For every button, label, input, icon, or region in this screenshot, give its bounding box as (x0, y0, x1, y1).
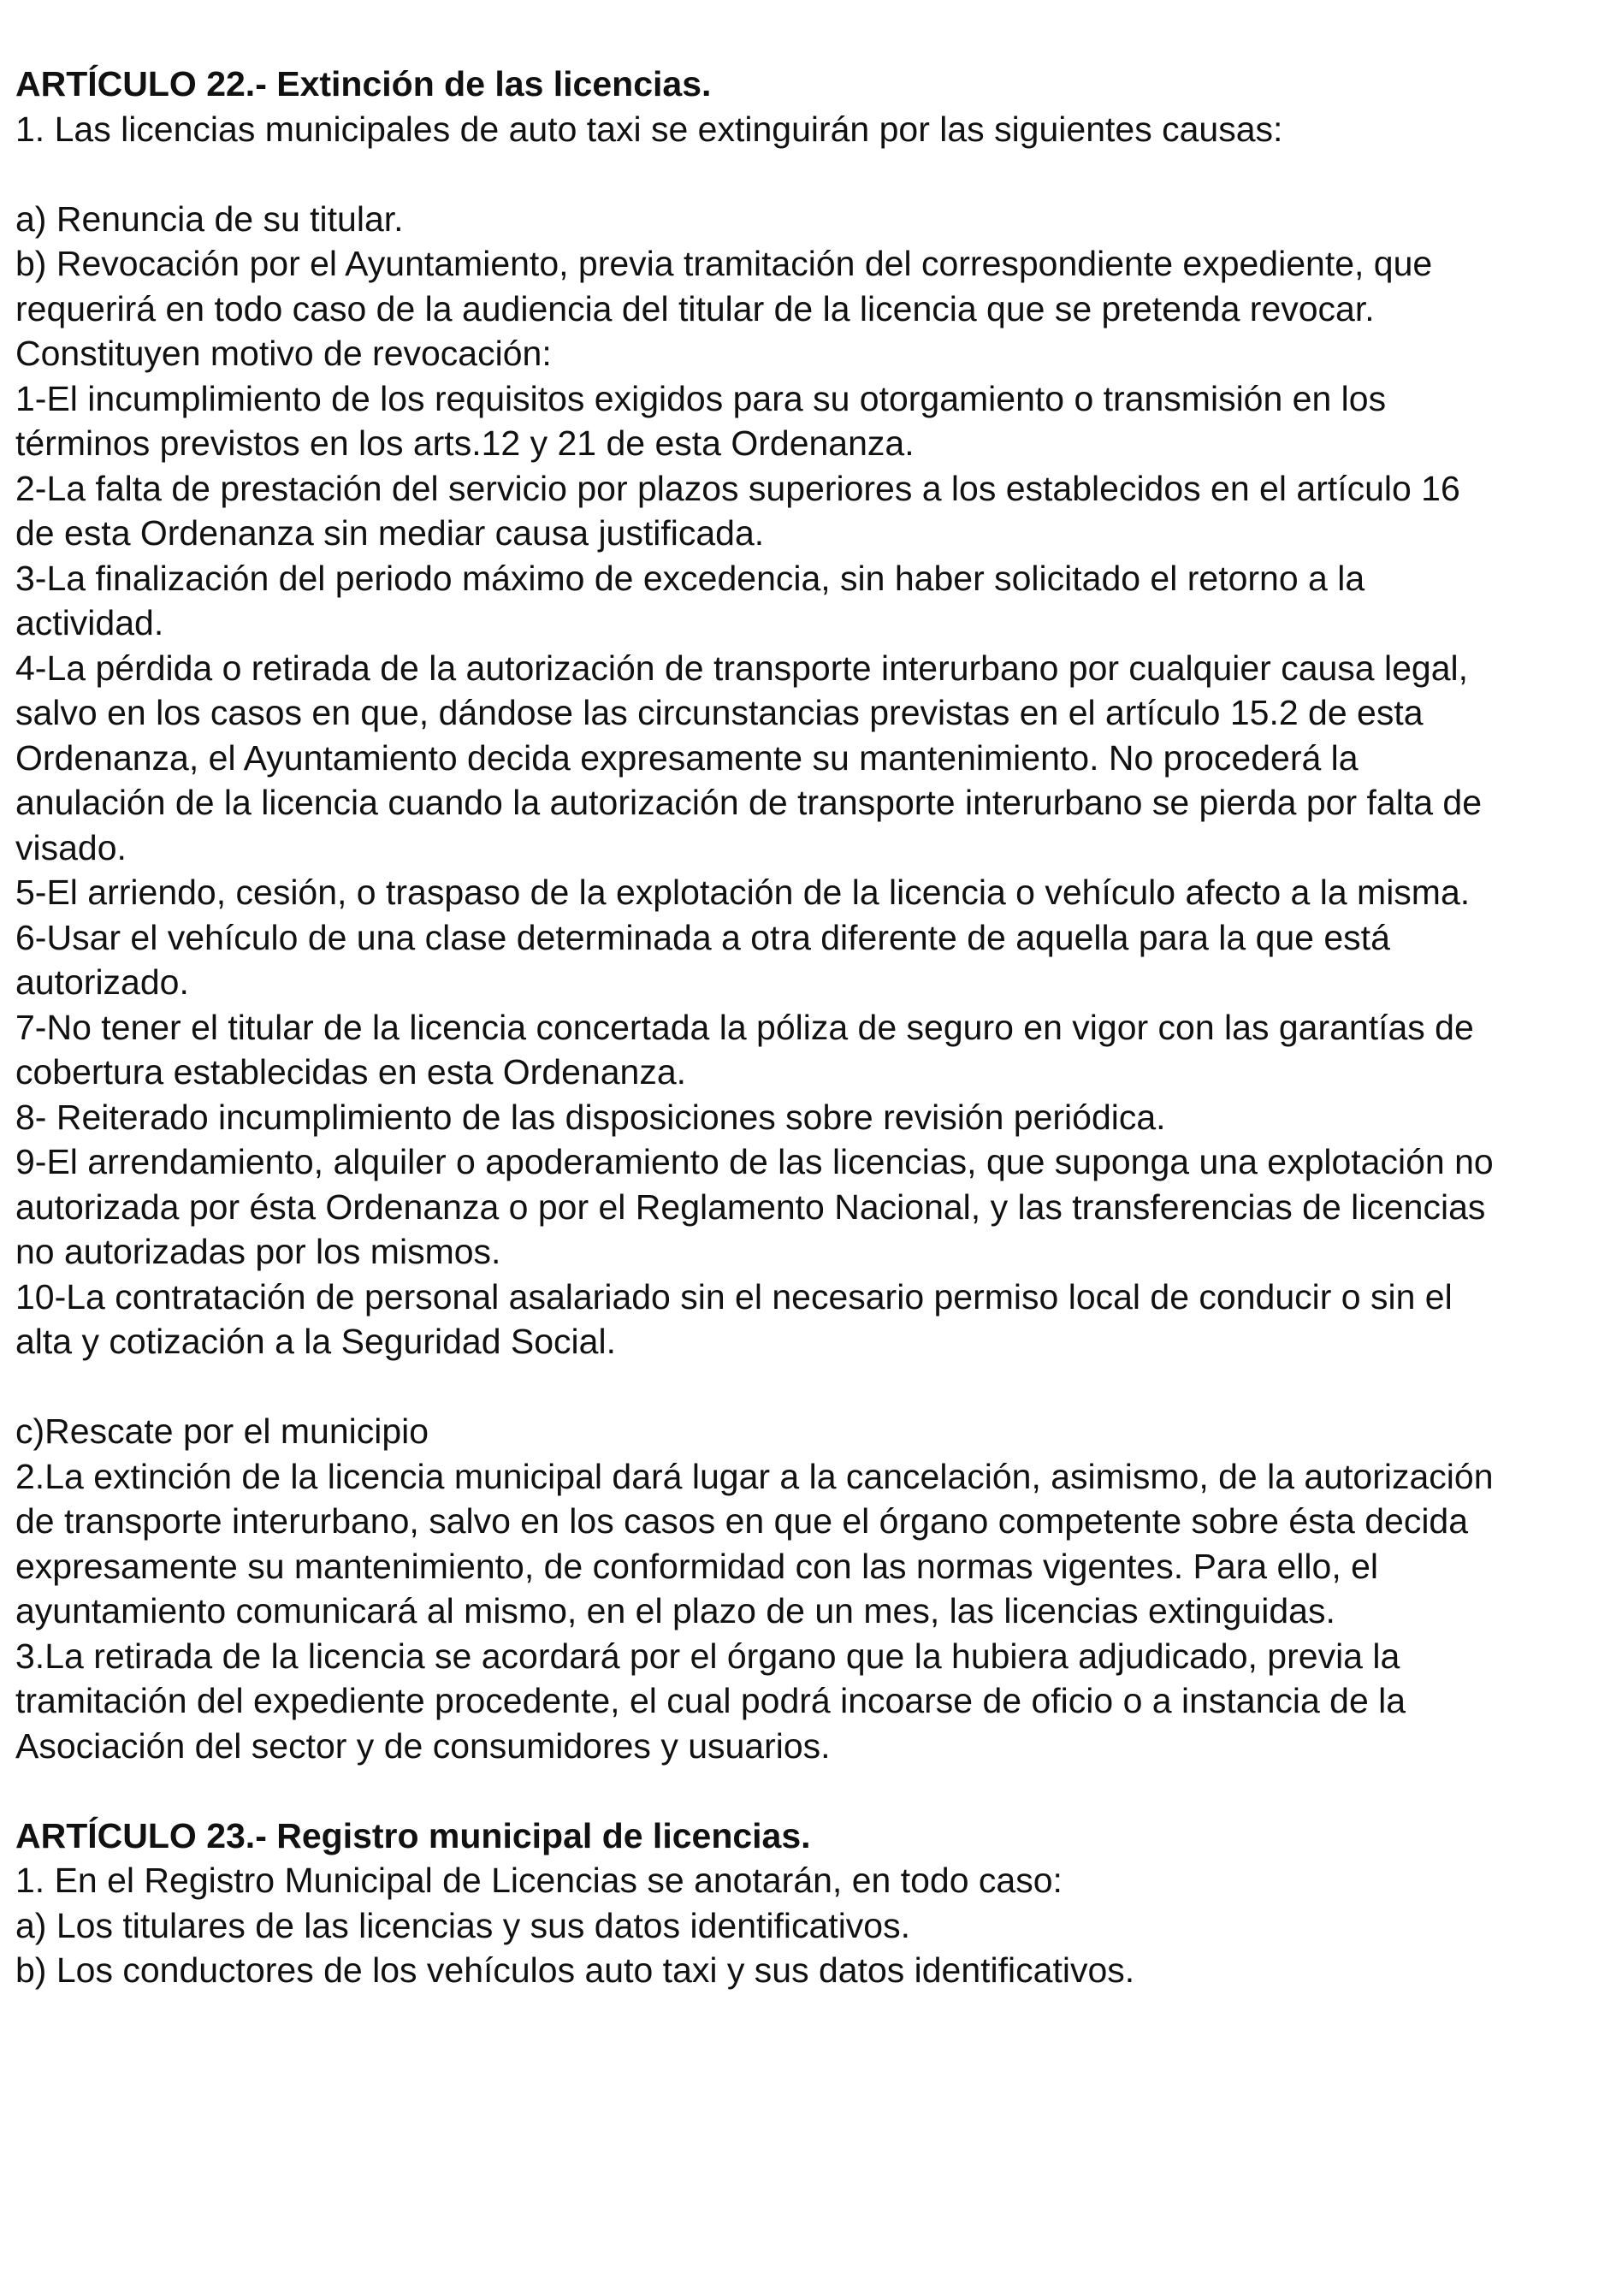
spacer (15, 151, 1608, 197)
revocation-item-2: 2-La falta de prestación del servicio por plazos superiores a los establecidos en el artículo 16 (15, 468, 1460, 508)
paragraph-3-line: 3.La retirada de la licencia se acordará por el órgano que la hubiera adjudicado, previa la (15, 1636, 1400, 1676)
revocation-item-7: 7-No tener el titular de la licencia concertada la póliza de seguro en vigor con las garantías de (15, 1007, 1474, 1047)
revocation-item-6: autorizado. (15, 962, 189, 1002)
paragraph-2-line: expresamente su mantenimiento, de conformidad con las normas vigentes. Para ello, el (15, 1546, 1379, 1586)
revocation-item-4: visado. (15, 827, 127, 867)
revocation-item-4: anulación de la licencia cuando la autorización de transporte interurbano se pierda por falta de (15, 783, 1483, 822)
revocation-item-8: 8- Reiterado incumplimiento de las disposiciones sobre revisión periódica. (15, 1097, 1166, 1137)
cause-b-line: Constituyen motivo de revocación: (15, 334, 552, 373)
revocation-item-5: 5-El arriendo, cesión, o traspaso de la explotación de la licencia o vehículo afecto a la misma. (15, 873, 1471, 912)
article-22-intro: 1. Las licencias municipales de auto taxi se extinguirán por las siguientes causas: (15, 109, 1283, 149)
spacer (15, 1364, 1608, 1410)
revocation-item-1: 1-El incumplimiento de los requisitos exigidos para su otorgamiento o transmisión en los (15, 378, 1387, 418)
paragraph-3-line: tramitación del expediente procedente, el cual podrá incoarse de oficio o a instancia de la (15, 1681, 1406, 1720)
article-23-item-a: a) Los titulares de las licencias y sus datos identificativos. (15, 1905, 911, 1945)
revocation-item-3: actividad. (15, 603, 164, 642)
paragraph-2-line: de transporte interurbano, salvo en los casos en que el órgano competente sobre ésta decida (15, 1501, 1469, 1541)
article-23-item-b: b) Los conductores de los vehículos auto taxi y sus datos identificativos. (15, 1950, 1135, 1990)
revocation-item-4: Ordenanza, el Ayuntamiento decida expresamente su mantenimiento. No procederá la (15, 737, 1359, 778)
cause-a: a) Renuncia de su titular. (15, 198, 404, 239)
revocation-item-1: términos previstos en los arts.12 y 21 de esta Ordenanza. (15, 423, 915, 463)
revocation-item-3: 3-La finalización del periodo máximo de excedencia, sin haber solicitado el retorno a la (15, 558, 1365, 598)
revocation-item-9: no autorizadas por los mismos. (15, 1232, 501, 1271)
revocation-item-9: autorizada por ésta Ordenanza o por el Reglamento Nacional, y las transferencias de licencias (15, 1186, 1486, 1227)
revocation-item-4: salvo en los casos en que, dándose las circunstancias previstas en el artículo 15.2 de esta (15, 693, 1424, 732)
cause-b-line: requerirá en todo caso de la audiencia del titular de la licencia que se pretenda revocar. (15, 288, 1375, 328)
paragraph-2-line: 2.La extinción de la licencia municipal dará lugar a la cancelación, asimismo, de la autorización (15, 1456, 1494, 1496)
revocation-item-9: 9-El arrendamiento, alquiler o apoderamiento de las licencias, que suponga una explotación no (15, 1142, 1494, 1181)
paragraph-2-line: ayuntamiento comunicará al mismo, en el plazo de un mes, las licencias extinguidas. (15, 1591, 1335, 1630)
revocation-item-10: alta y cotización a la Seguridad Social. (15, 1322, 616, 1361)
document-page (15, 62, 1608, 1993)
cause-c: c)Rescate por el municipio (15, 1411, 429, 1451)
revocation-item-6: 6-Usar el vehículo de una clase determinada a otra diferente de aquella para la que está (15, 917, 1390, 957)
revocation-item-7: cobertura establecidas en esta Ordenanza. (15, 1052, 687, 1092)
revocation-item-10: 10-La contratación de personal asalariado sin el necesario permiso local de conducir o sin el (15, 1276, 1453, 1317)
paragraph-3-line: Asociación del sector y de consumidores y usuarios. (15, 1725, 831, 1766)
spacer (15, 1768, 1608, 1814)
revocation-item-4: 4-La pérdida o retirada de la autorización de transporte interurbano por cualquier causa legal, (15, 648, 1469, 688)
cause-b-line: b) Revocación por el Ayuntamiento, previa tramitación del correspondiente expediente, que (15, 244, 1433, 283)
article-22-heading: ARTÍCULO 22.- Extinción de las licencias. (15, 64, 712, 104)
article-23-heading: ARTÍCULO 23.- Registro municipal de licencias. (15, 1815, 811, 1855)
revocation-item-2: de esta Ordenanza sin mediar causa justificada. (15, 513, 765, 553)
article-23-intro: 1. En el Registro Municipal de Licencias se anotarán, en todo caso: (15, 1861, 1063, 1900)
